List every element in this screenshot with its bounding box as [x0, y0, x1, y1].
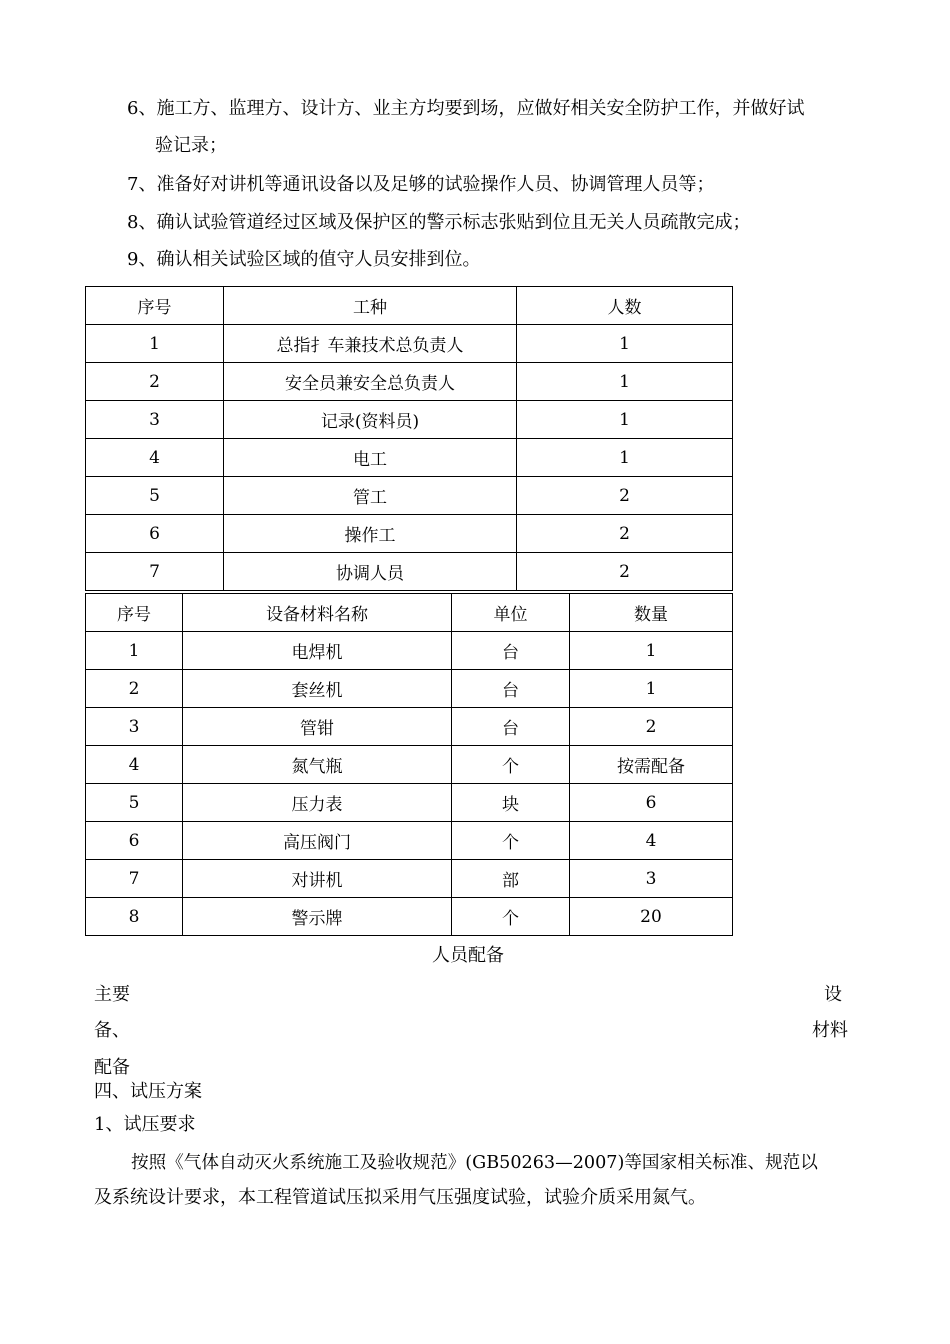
table-cell: 管钳: [183, 708, 452, 746]
table-header-row: [86, 594, 733, 632]
header-cell: 序号: [86, 594, 183, 632]
table-cell: 总指扌车兼技术总负责人: [224, 325, 517, 363]
equipment-caption-part: 主要: [94, 984, 130, 1005]
equipment-caption-part: 备、: [94, 1020, 130, 1041]
table-cell: 3: [86, 401, 224, 439]
table-cell: 套丝机: [183, 670, 452, 708]
table-cell: 2: [86, 363, 224, 401]
table-cell: 个: [452, 822, 570, 860]
table-cell: 6: [570, 784, 733, 822]
equipment-table: [85, 593, 733, 936]
table-cell: 5: [86, 784, 183, 822]
equipment-caption-part: 设: [824, 984, 842, 1005]
table-cell: 7: [86, 553, 224, 591]
table-cell: 电焊机: [183, 632, 452, 670]
table-row: [86, 708, 733, 746]
table-cell: 1: [517, 325, 733, 363]
table-row: [86, 439, 733, 477]
table-cell: 高压阀门: [183, 822, 452, 860]
table-row: [86, 784, 733, 822]
table-cell: 1: [517, 439, 733, 477]
paragraph-line: 及系统设计要求，本工程管道试压拟采用气压强度试验，试验介质采用氮气。: [94, 1187, 706, 1208]
table-cell: 1: [517, 363, 733, 401]
table-cell: 台: [452, 670, 570, 708]
header-cell: 工种: [224, 287, 517, 325]
table-cell: 6: [86, 515, 224, 553]
list-item-6: 6、施工方、监理方、设计方、业主方均要到场，应做好相关安全防护工作，并做好试: [127, 98, 805, 119]
table-cell: 1: [86, 632, 183, 670]
table-cell: 6: [86, 822, 183, 860]
table-cell: 台: [452, 708, 570, 746]
paragraph-line: 按照《气体自动灭火系统施工及验收规范》(GB50263—2007)等国家相关标准、规范以: [131, 1153, 818, 1173]
table-cell: 4: [86, 746, 183, 784]
table-cell: 1: [517, 401, 733, 439]
table-cell: 5: [86, 477, 224, 515]
table-cell: 个: [452, 746, 570, 784]
table-cell: 2: [517, 477, 733, 515]
table-cell: 安全员兼安全总负责人: [224, 363, 517, 401]
table-cell: 8: [86, 898, 183, 936]
table-cell: 电工: [224, 439, 517, 477]
list-item-6-cont: 验记录；: [155, 135, 227, 156]
table-cell: 7: [86, 860, 183, 898]
equipment-caption-part: 配备: [94, 1057, 130, 1078]
table-cell: 氮气瓶: [183, 746, 452, 784]
table-cell: 管工: [224, 477, 517, 515]
table-cell: 警示牌: [183, 898, 452, 936]
table-cell: 1: [86, 325, 224, 363]
list-item-7: 7、准备好对讲机等通讯设备以及足够的试验操作人员、协调管理人员等；: [127, 174, 715, 195]
table-row: [86, 553, 733, 591]
header-cell: 单位: [452, 594, 570, 632]
table-row: [86, 515, 733, 553]
table-cell: 个: [452, 898, 570, 936]
table-cell: 20: [570, 898, 733, 936]
table-cell: 2: [86, 670, 183, 708]
header-cell: 数量: [570, 594, 733, 632]
table-row: [86, 477, 733, 515]
table-cell: 2: [517, 553, 733, 591]
table-row: [86, 822, 733, 860]
personnel-caption: 人员配备: [432, 945, 504, 966]
list-item-9: 9、确认相关试验区域的值守人员安排到位。: [127, 249, 481, 270]
table-cell: 操作工: [224, 515, 517, 553]
section-heading: 四、试压方案: [94, 1081, 202, 1102]
table-cell: 1: [570, 632, 733, 670]
header-cell: 设备材料名称: [183, 594, 452, 632]
equipment-caption-part: 材料: [812, 1020, 848, 1041]
table-row: [86, 670, 733, 708]
table-cell: 2: [570, 708, 733, 746]
table-cell: 4: [86, 439, 224, 477]
table-cell: 部: [452, 860, 570, 898]
table-row: [86, 746, 733, 784]
table-row: [86, 325, 733, 363]
table-row: [86, 632, 733, 670]
table-row: [86, 898, 733, 936]
table-cell: 协调人员: [224, 553, 517, 591]
table-row: [86, 363, 733, 401]
table-cell: 按需配备: [570, 746, 733, 784]
table-cell: 对讲机: [183, 860, 452, 898]
table-cell: 台: [452, 632, 570, 670]
table-row: [86, 860, 733, 898]
table-cell: 1: [570, 670, 733, 708]
table-cell: 4: [570, 822, 733, 860]
table-cell: 3: [570, 860, 733, 898]
table-cell: 2: [517, 515, 733, 553]
table-header-row: [86, 287, 733, 325]
table-cell: 压力表: [183, 784, 452, 822]
subsection-heading: 1、试压要求: [94, 1114, 196, 1135]
table-cell: 块: [452, 784, 570, 822]
table-row: [86, 401, 733, 439]
header-cell: 人数: [517, 287, 733, 325]
table-cell: 记录(资料员): [224, 401, 517, 439]
header-cell: 序号: [86, 287, 224, 325]
list-item-8: 8、确认试验管道经过区域及保护区的警示标志张贴到位且无关人员疏散完成；: [127, 212, 751, 233]
table-cell: 3: [86, 708, 183, 746]
personnel-table: [85, 286, 733, 591]
